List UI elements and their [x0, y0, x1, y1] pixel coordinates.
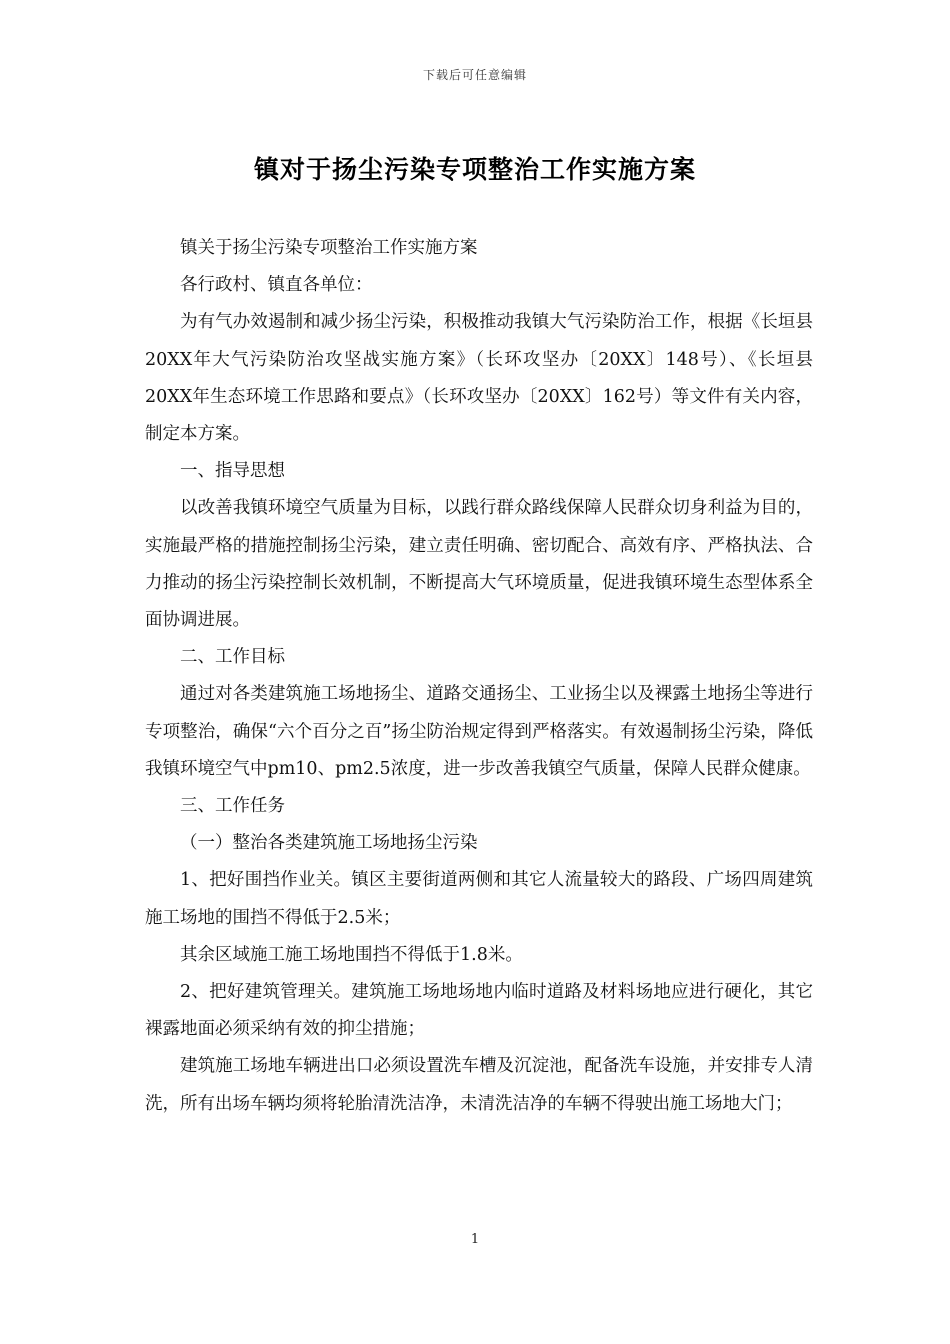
paragraph-subtitle: 镇关于扬尘污染专项整治工作实施方案 — [180, 238, 478, 258]
paragraph-salutation: 各行政村、镇直各单位： — [180, 275, 373, 296]
page-number: 1 — [470, 1232, 480, 1247]
document-body — [145, 230, 813, 1123]
paragraph-guiding-ideology: 以改善我镇环境空气质量为目标，以践行群众路线保障人民群众切身利益为目的，实施最严格的措施控制扬尘污染，建立责任明确、密切配合、高效有序、严格执法、合力推动的扬尘污染控制长效机制，不断提高大气环境质量，促进我镇环境生态型体系全面协调进展。 — [145, 498, 813, 631]
subsection-heading-construction-dust: （一）整治各类建筑施工场地扬尘污染 — [180, 833, 478, 854]
paragraph-task-2: 2、把好建筑管理关。建筑施工场地场地内临时道路及材料场地应进行硬化，其它裸露地面必须采纳有效的抑尘措施； — [145, 982, 813, 1040]
section-heading-work-goals: 二、工作目标 — [180, 647, 285, 668]
section-heading-guiding-ideology: 一、指导思想 — [180, 461, 285, 482]
paragraph-task-2-cont: 建筑施工场地车辆进出口必须设置洗车槽及沉淀池，配备洗车设施，并安排专人清洗，所有出场车辆均须将轮胎清洗洁净，未清洗洁净的车辆不得驶出施工场地大门； — [145, 1056, 813, 1114]
paragraph-work-goals: 通过对各类建筑施工场地扬尘、道路交通扬尘、工业扬尘以及裸露土地扬尘等进行专项整治，确保“六个百分之百”扬尘防治规定得到严格落实。有效遏制扬尘污染，降低我镇环境空气中pm10、pm2.5浓度，进一步改善我镇空气质量，保障人民群众健康。 — [145, 684, 813, 779]
paragraph-task-1: 1、把好围挡作业关。镇区主要街道两侧和其它人流量较大的路段、广场四周建筑施工场地的围挡不得低于2.5米； — [145, 870, 813, 928]
section-heading-work-tasks: 三、工作任务 — [180, 796, 285, 817]
document-title: 镇对于扬尘污染专项整治工作实施方案 — [253, 155, 696, 184]
paragraph-task-1-cont: 其余区域施工施工场地围挡不得低于1.8米。 — [180, 944, 523, 965]
header-note: 下载后可任意编辑 — [422, 68, 527, 82]
paragraph-intro: 为有气办效遏制和减少扬尘污染，积极推动我镇大气污染防治工作，根据《长垣县20XX年大气污染防治攻坚战实施方案》（长环攻坚办〔20XX〕148号）、《长垣县20XX年生态环境工作思路和要点》（长环攻坚办〔20XX〕162号）等文件有关内容，制定本方案。 — [145, 312, 813, 445]
